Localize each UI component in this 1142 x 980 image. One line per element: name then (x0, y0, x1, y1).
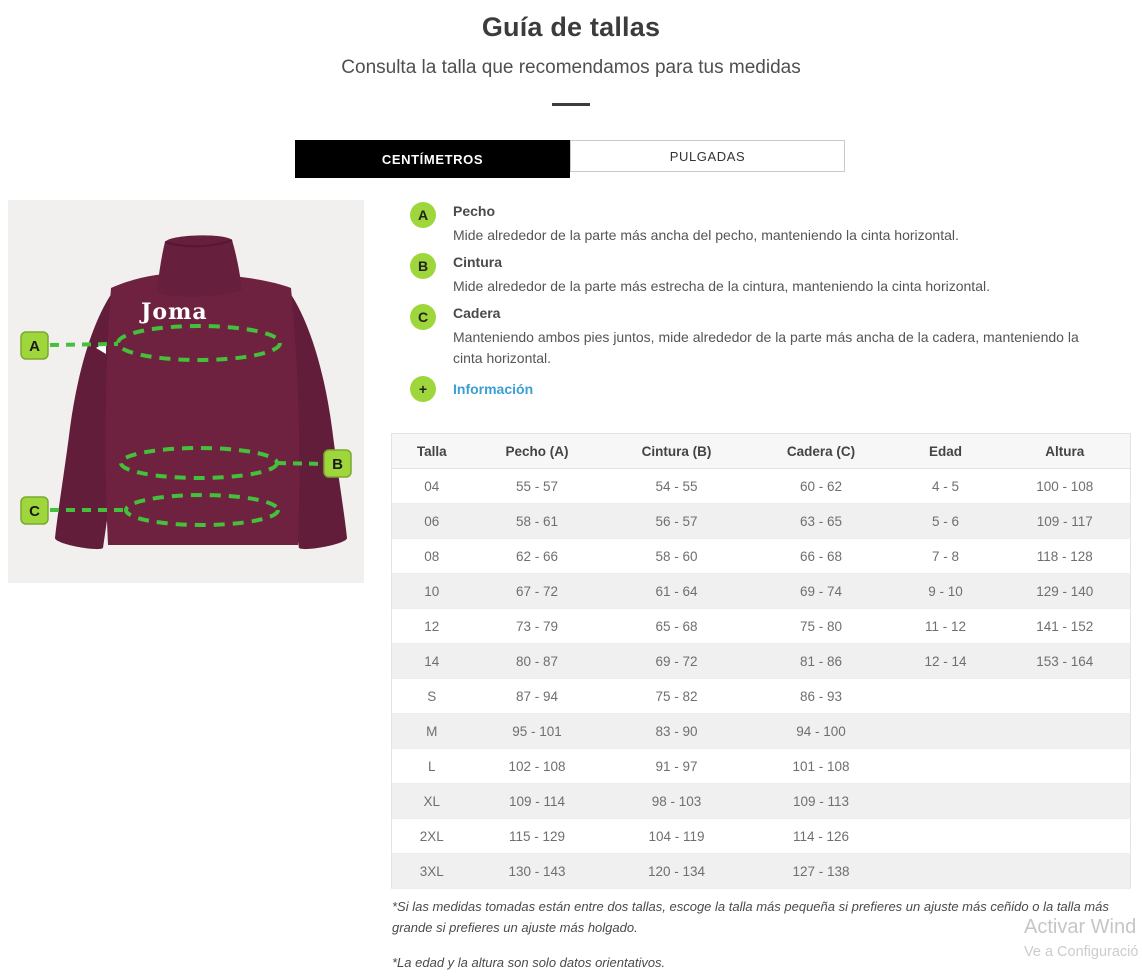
jacket-collar (157, 235, 242, 296)
joma-logo: Joma (141, 299, 208, 325)
table-cell: 80 - 87 (515, 653, 559, 669)
table-cell: 81 - 86 (799, 653, 843, 669)
table-cell: 66 - 68 (799, 548, 843, 564)
table-cell: 61 - 64 (655, 583, 698, 599)
table-cell: 4 - 5 (931, 478, 959, 494)
table-cell: 86 - 93 (799, 688, 843, 704)
table-cell (892, 784, 1000, 819)
jacket-diagram-graphic (8, 200, 364, 583)
legend-item-pecho (410, 202, 959, 246)
table-row (392, 504, 1131, 539)
table-cell: 58 - 61 (515, 513, 559, 529)
table-cell: 100 - 108 (1036, 478, 1094, 494)
plus-icon[interactable]: + (410, 376, 436, 402)
table-cell: 73 - 79 (515, 618, 559, 634)
page-title: Guía de tallas (481, 12, 661, 42)
legend-desc-cintura: Mide alrededor de la parte más estrecha de la cintura, manteniendo la cinta horizontal. (453, 278, 990, 294)
table-cell: 58 - 60 (655, 548, 698, 564)
table-cell (1000, 714, 1131, 749)
table-row (392, 714, 1131, 749)
legend-item-cintura (410, 253, 990, 297)
table-cell: 11 - 12 (924, 618, 967, 634)
marker-c-circle: C (410, 304, 436, 330)
table-cell: 129 - 140 (1036, 583, 1094, 599)
size-table-body (392, 469, 1131, 889)
table-cell: 109 - 113 (792, 793, 850, 809)
table-cell: 104 - 119 (648, 828, 705, 844)
table-cell: 141 - 152 (1036, 618, 1094, 634)
page-subtitle: Consulta la talla que recomendamos para tus medidas (341, 57, 801, 78)
size-table-header (392, 434, 1131, 469)
table-cell: 60 - 62 (799, 478, 843, 494)
legend-title-cadera: Cadera (453, 305, 501, 321)
table-cell: 98 - 103 (651, 793, 702, 809)
table-cell: S (427, 688, 437, 704)
table-header-cell: Pecho (A) (472, 434, 603, 469)
table-cell: 75 - 82 (655, 688, 698, 704)
table-cell: 12 - 14 (924, 653, 967, 669)
unit-tabs (295, 140, 845, 178)
table-cell: 109 - 114 (508, 793, 566, 809)
table-cell: 118 - 128 (1036, 548, 1093, 564)
table-cell: 83 - 90 (655, 723, 698, 739)
table-cell: 04 (424, 478, 440, 494)
table-cell: 55 - 57 (515, 478, 559, 494)
legend-desc-pecho: Mide alrededor de la parte más ancha del pecho, manteniendo la cinta horizontal. (453, 227, 959, 243)
table-cell: 62 - 66 (515, 548, 559, 564)
table-cell (892, 819, 1000, 854)
table-row (392, 644, 1131, 679)
table-cell: 08 (424, 548, 440, 564)
table-cell: 65 - 68 (655, 618, 698, 634)
marker-a-badge (21, 332, 48, 359)
marker-b-circle: B (410, 253, 436, 279)
svg-text:C: C (29, 503, 40, 520)
table-cell: M (426, 723, 438, 739)
svg-text:B: B (332, 456, 343, 473)
table-cell: 95 - 101 (512, 723, 562, 739)
table-cell: 130 - 143 (508, 863, 566, 879)
table-cell: 69 - 72 (655, 653, 698, 669)
table-row (392, 819, 1131, 854)
table-cell: 3XL (419, 863, 444, 879)
table-cell (892, 854, 1000, 889)
table-row (392, 749, 1131, 784)
marker-a-circle: A (410, 202, 436, 228)
table-cell: 115 - 129 (508, 828, 566, 844)
table-cell (1000, 854, 1131, 889)
product-measurement-figure (8, 200, 364, 583)
legend-item-cadera (410, 304, 1101, 369)
table-cell: 7 - 8 (931, 548, 959, 564)
table-cell: 153 - 164 (1036, 653, 1094, 669)
table-header-cell: Cintura (B) (603, 434, 751, 469)
table-row (392, 679, 1131, 714)
table-cell: 14 (424, 653, 440, 669)
table-cell: 120 - 134 (647, 863, 706, 879)
table-cell (892, 714, 1000, 749)
table-cell: 69 - 74 (799, 583, 843, 599)
table-cell: 63 - 65 (799, 513, 843, 529)
table-header-cell: Edad (892, 434, 1000, 469)
table-cell (1000, 819, 1131, 854)
table-cell: 10 (424, 583, 440, 599)
table-row (392, 469, 1131, 504)
table-cell: 12 (424, 618, 440, 634)
informacion-link[interactable]: Información (453, 381, 534, 397)
watermark-line2: Ve a Configuració (1024, 944, 1139, 960)
table-cell: 87 - 94 (515, 688, 559, 704)
table-row (392, 609, 1131, 644)
tab-centimeters[interactable]: CENTÍMETROS (295, 140, 570, 178)
legend-desc-cadera: Manteniendo ambos pies juntos, mide alrededor de la parte más ancha de la cadera, manteniendo la cinta horizontal. (453, 329, 1079, 366)
table-cell: 9 - 10 (928, 583, 963, 599)
marker-b-badge (324, 450, 351, 477)
table-cell: L (427, 758, 436, 774)
table-cell: 91 - 97 (655, 758, 698, 774)
table-cell (1000, 679, 1131, 714)
footnotes (392, 896, 1116, 973)
legend-title-pecho: Pecho (453, 203, 496, 219)
table-row (392, 784, 1131, 819)
marker-b-connector-line (277, 463, 324, 464)
table-cell: 114 - 126 (792, 828, 850, 844)
marker-c-badge (21, 497, 48, 524)
table-cell (892, 749, 1000, 784)
page-header (0, 0, 1142, 106)
tab-inches[interactable]: PULGADAS (570, 140, 845, 172)
table-cell (1000, 784, 1131, 819)
table-header-cell: Altura (1000, 434, 1131, 469)
size-table (391, 433, 1131, 889)
table-cell: 56 - 57 (655, 513, 698, 529)
footnote-age-height: *La edad y la altura son solo datos orientativos. (392, 955, 666, 970)
table-cell: 54 - 55 (655, 478, 698, 494)
legend-item-informacion (410, 376, 533, 402)
table-cell (1000, 749, 1131, 784)
table-cell: 75 - 80 (799, 618, 843, 634)
table-header-row (392, 434, 1131, 469)
table-row (392, 574, 1131, 609)
title-divider (552, 103, 590, 106)
table-cell (892, 679, 1000, 714)
table-cell: 2XL (419, 828, 444, 844)
table-cell: 101 - 108 (792, 758, 850, 774)
table-cell: XL (423, 793, 440, 809)
legend-title-cintura: Cintura (453, 254, 502, 270)
table-row (392, 539, 1131, 574)
table-cell: 06 (424, 513, 440, 529)
table-header-cell: Cadera (C) (751, 434, 892, 469)
windows-activation-watermark (1024, 916, 1138, 960)
table-cell: 67 - 72 (515, 583, 559, 599)
svg-text:A: A (29, 338, 40, 355)
watermark-line1: Activar Wind (1024, 916, 1137, 938)
table-cell: 127 - 138 (792, 863, 850, 879)
table-cell: 109 - 117 (1036, 513, 1093, 529)
table-cell: 94 - 100 (796, 723, 846, 739)
table-row (392, 854, 1131, 889)
table-cell: 5 - 6 (931, 513, 959, 529)
table-header-cell: Talla (392, 434, 472, 469)
footnote-fit: *Si las medidas tomadas están entre dos tallas, escoge la talla más pequeña si prefieres un ajuste más ceñido o la talla más grande si prefieres un ajuste más holgado. (392, 899, 1109, 935)
table-cell: 102 - 108 (508, 758, 566, 774)
